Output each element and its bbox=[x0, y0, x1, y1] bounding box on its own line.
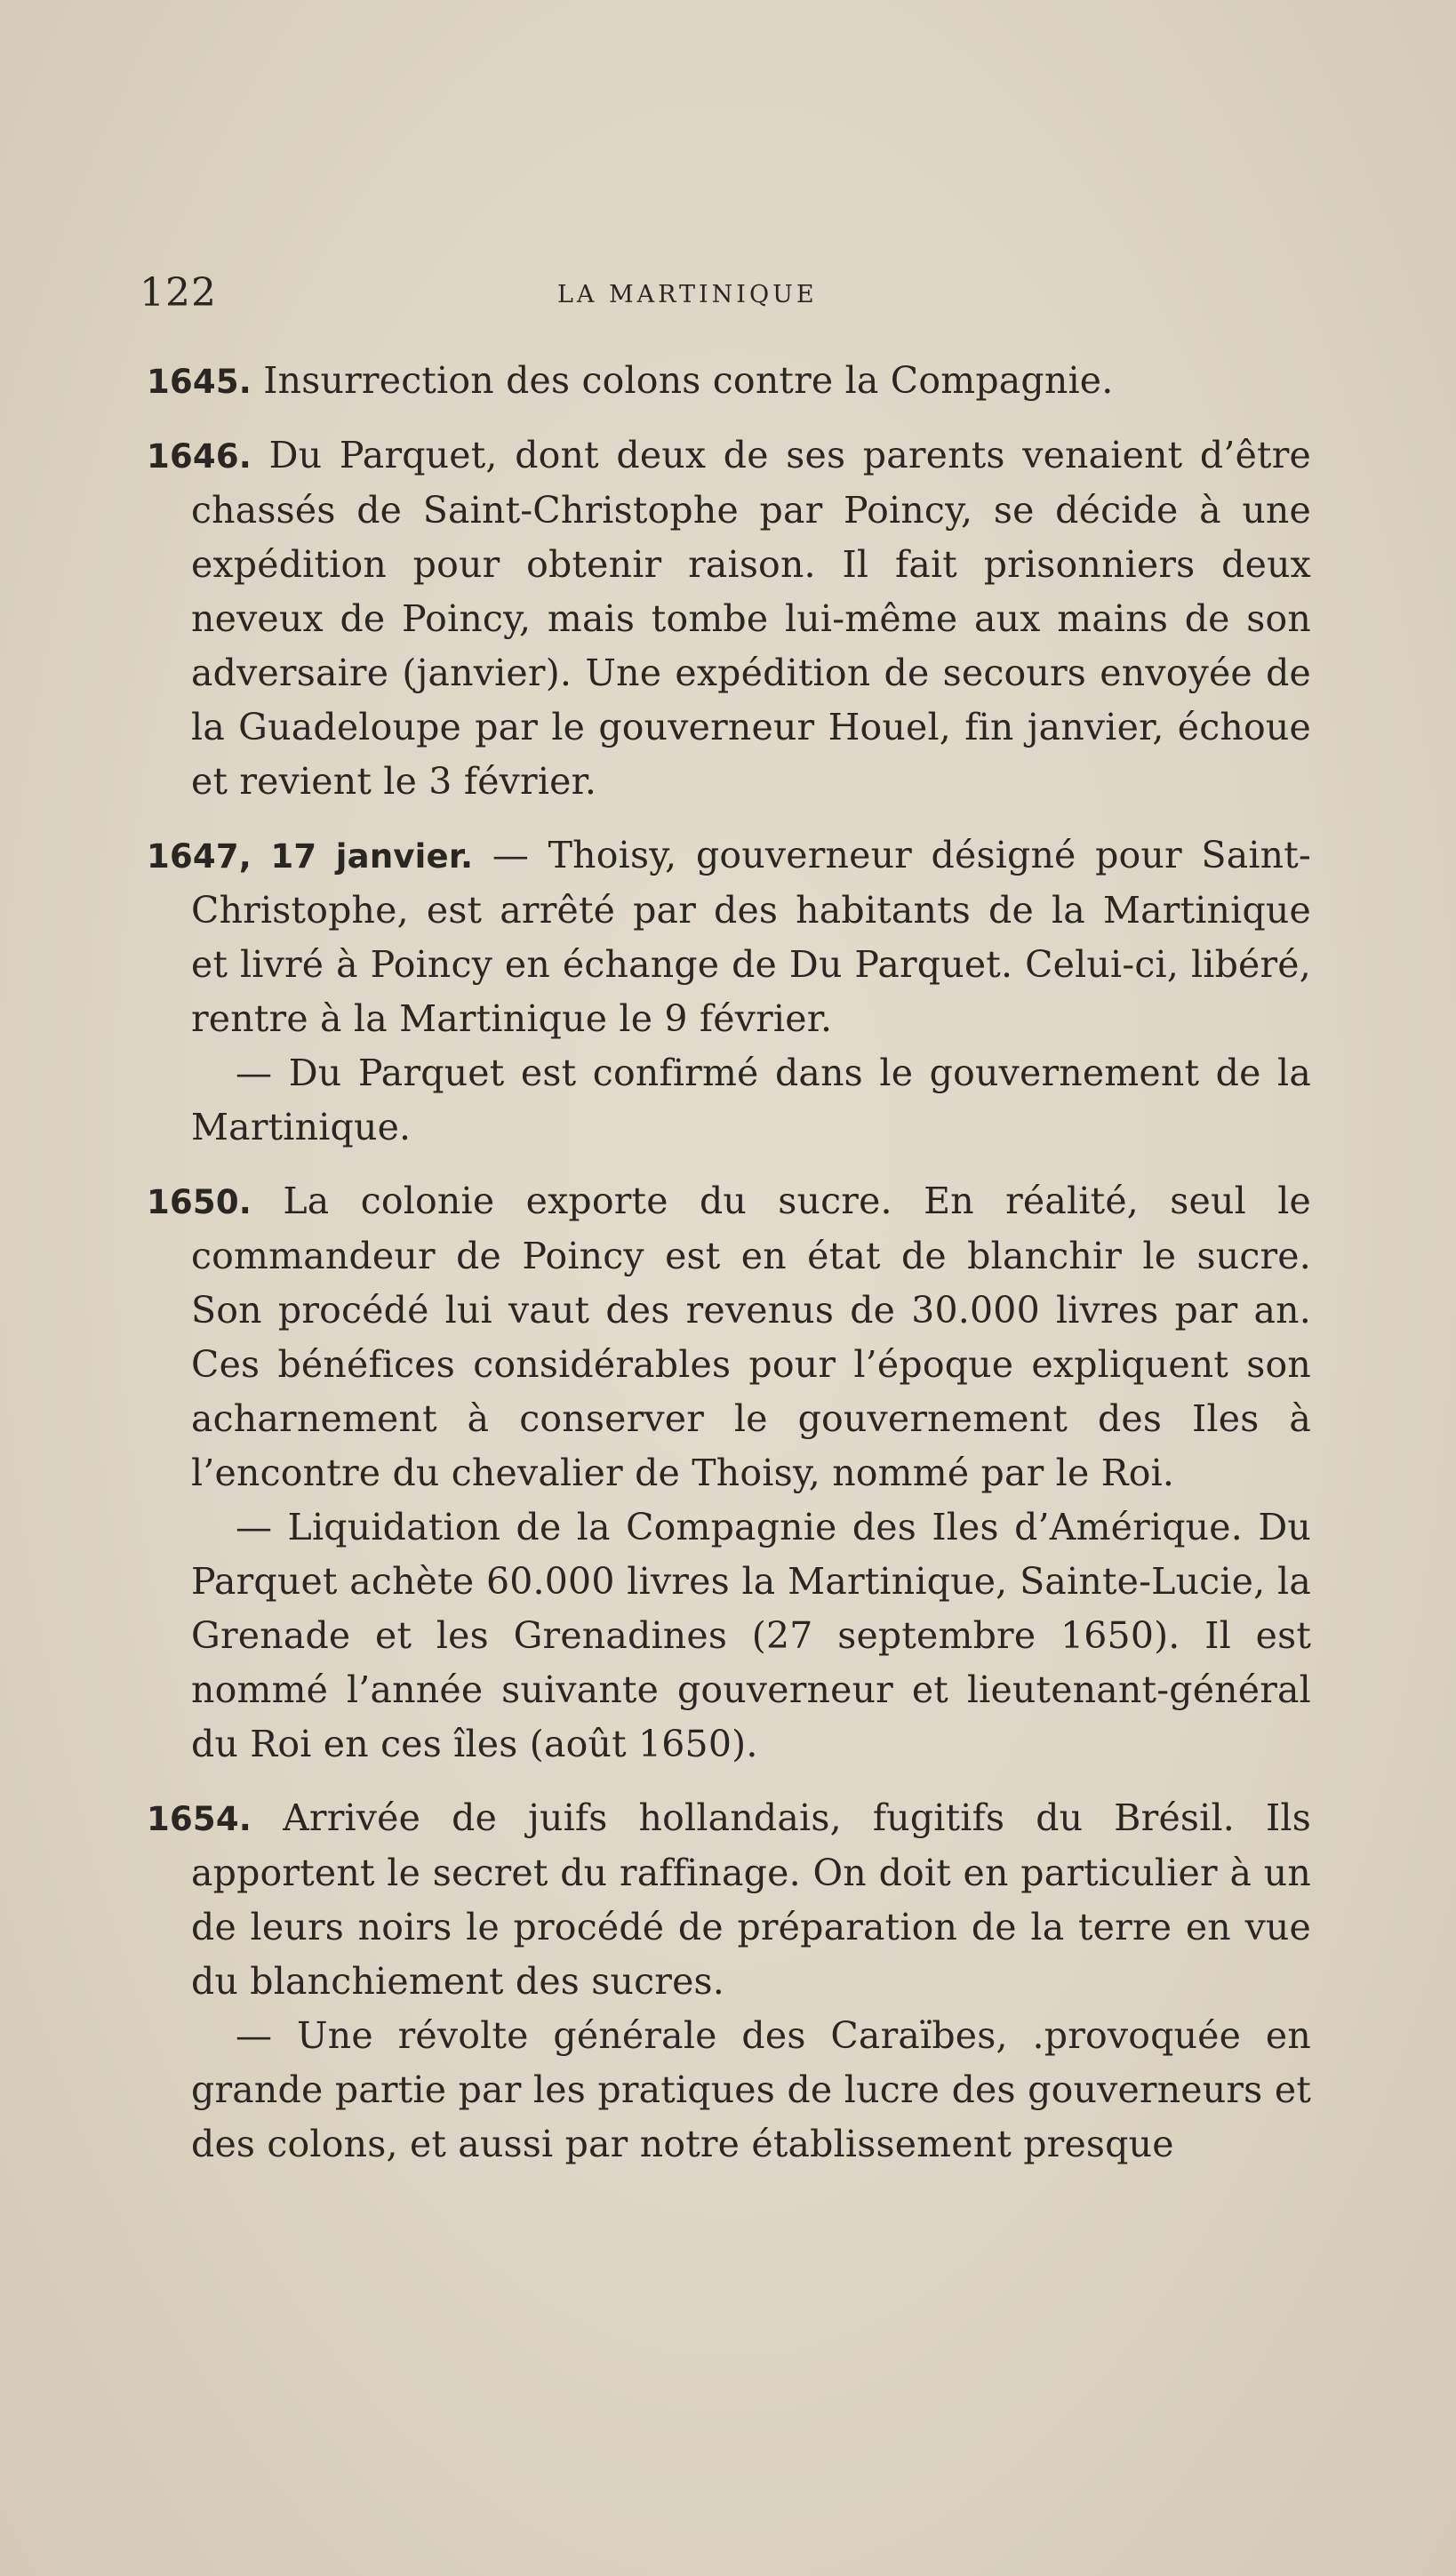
entry-continuation: — Du Parquet est confirmé dans le gouvernement de la Martinique. bbox=[191, 1052, 1311, 1148]
entry-year: 1646. bbox=[147, 437, 252, 476]
entry-text: Du Parquet, dont deux de ses parents venaient d’être chassés de Saint-Christophe par Poincy, se décide à une expédition pour obtenir raison. Il fait prisonniers deux neveux de Poincy, mais tombe lui-même aux mains de son adversaire (janvier). Une expédition de secours envoyée de la Guadeloupe par le gouverneur Houel, fin janvier, échoue et revient le 3 février. bbox=[191, 434, 1311, 803]
entry-year: 1647, 17 janvier. bbox=[147, 837, 474, 876]
running-head: LA MARTINIQUE bbox=[557, 281, 818, 308]
entry-text: Insurrection des colons contre la Compagnie. bbox=[252, 359, 1114, 402]
page-header bbox=[140, 267, 1313, 320]
entry-text: La colonie exporte du sucre. En réalité, seul le commandeur de Poincy est en état de blanchir le sucre. Son procédé lui vaut des revenus de 30.000 livres par an. Ces bénéfices considérables pour l’époque expliquent son acharnement à conserver le gouvernement des Iles à l’encontre du chevalier de Thoisy, nommé par le Roi. bbox=[191, 1180, 1311, 1494]
entry-1654 bbox=[147, 1791, 1311, 2172]
entry-paragraph bbox=[147, 354, 1311, 409]
entry-1647 bbox=[147, 828, 1311, 1155]
entry-1646 bbox=[147, 428, 1311, 809]
entry-year: 1650. bbox=[147, 1183, 252, 1221]
entry-1650 bbox=[147, 1174, 1311, 1772]
chronology-text bbox=[147, 354, 1311, 2191]
entry-paragraph bbox=[147, 428, 1311, 809]
entry-paragraph bbox=[147, 1174, 1311, 1500]
entry-1645 bbox=[147, 354, 1311, 409]
entry-year: 1645. bbox=[147, 363, 252, 401]
entry-continuation: — Une révolte générale des Caraïbes, .provoquée en grande partie par les pratiques de lucre des gouverneurs et des colons, et aussi par notre établissement presque bbox=[191, 2014, 1311, 2165]
entry-text: — Thoisy, gouverneur désigné pour Saint-Christophe, est arrêté par des habitants de la Martinique et livré à Poincy en échange de Du Parquet. Celui-ci, libéré, rentre à la Martinique le 9 février. bbox=[191, 834, 1311, 1040]
entry-paragraph bbox=[147, 1791, 1311, 2009]
entry-text: Arrivée de juifs hollandais, fugitifs du Brésil. Ils apportent le secret du raffinage. On doit en particulier à un de leurs noirs le procédé de préparation de la terre en vue du blanchiement des sucres. bbox=[191, 1796, 1311, 2003]
entry-paragraph bbox=[147, 828, 1311, 1046]
page-number: 122 bbox=[140, 270, 217, 316]
entry-continuation: — Liquidation de la Compagnie des Iles d’Amérique. Du Parquet achète 60.000 livres la Martinique, Sainte-Lucie, la Grenade et les Grenadines (27 septembre 1650). Il est nommé l’année suivante gouverneur et lieutenant-général du Roi en ces îles (août 1650). bbox=[191, 1506, 1311, 1765]
entry-year: 1654. bbox=[147, 1800, 252, 1838]
